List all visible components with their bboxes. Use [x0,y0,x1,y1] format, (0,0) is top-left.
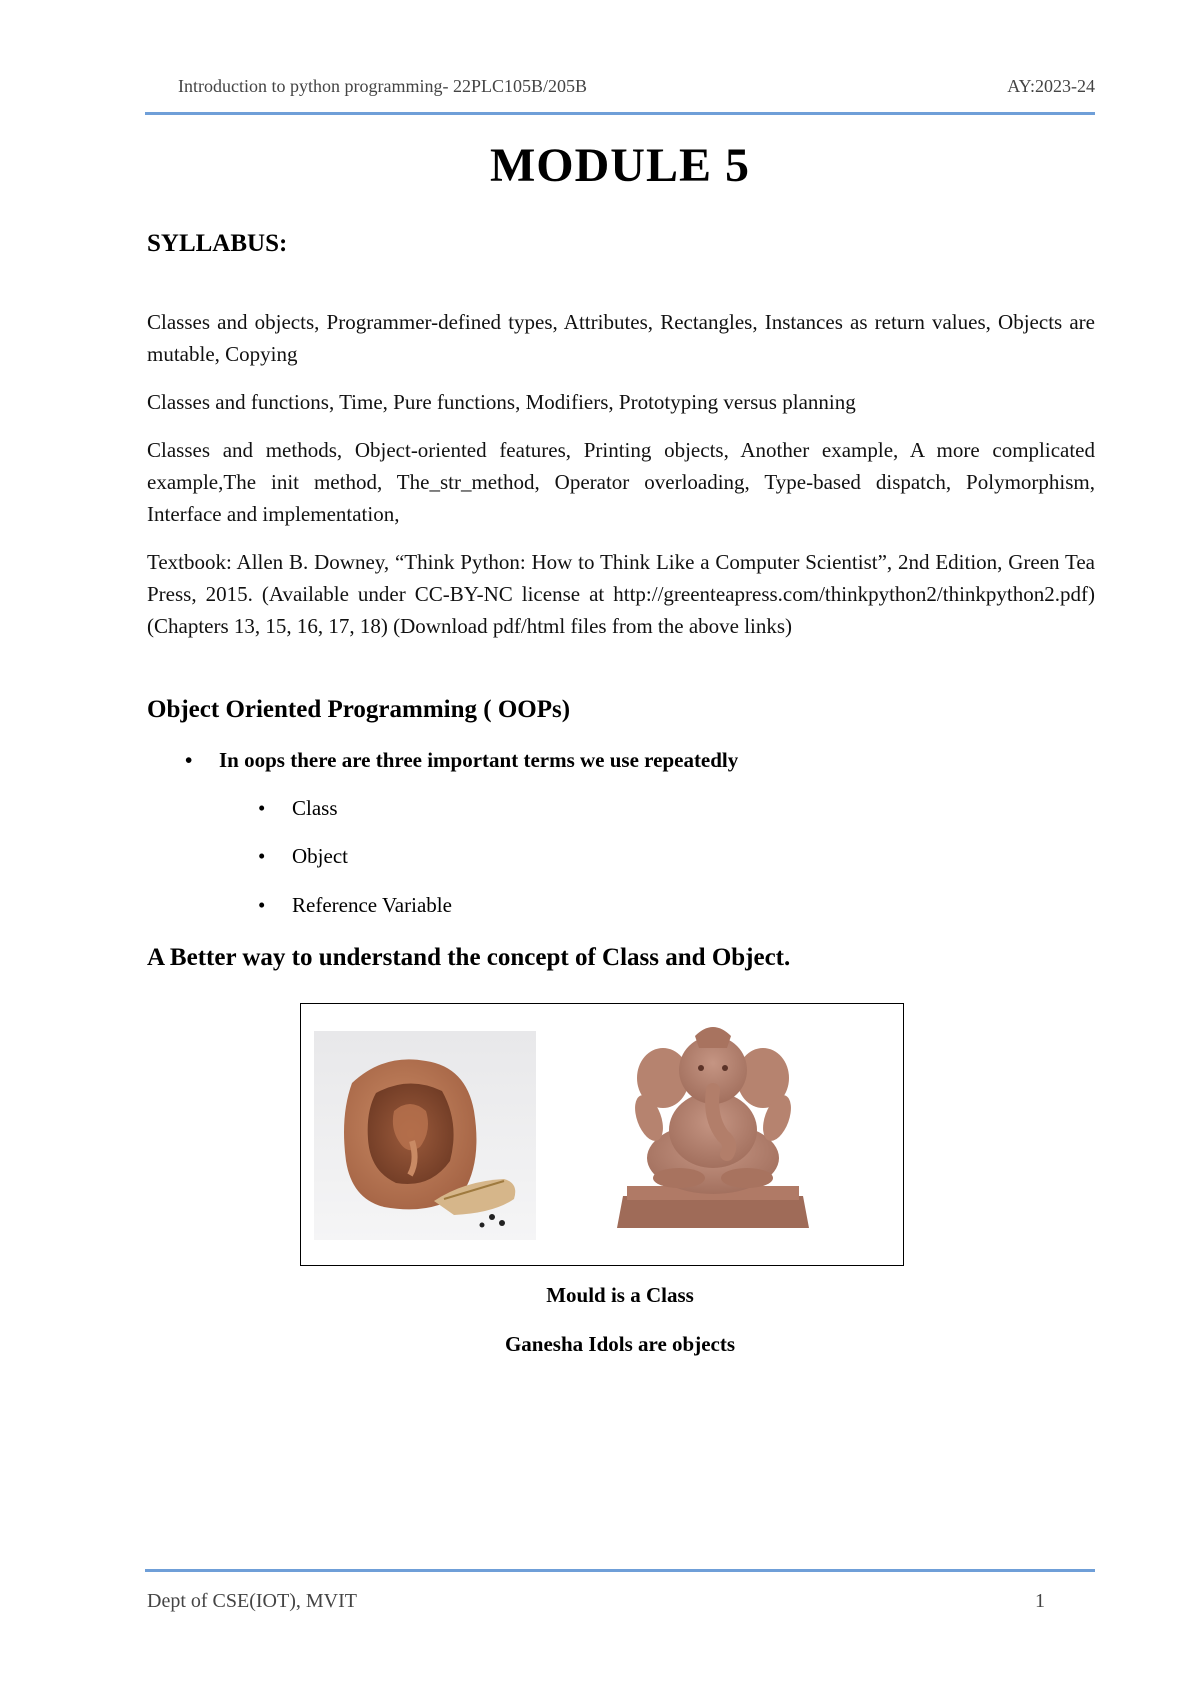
footer-divider [145,1569,1095,1572]
academic-year: AY:2023-24 [1007,76,1095,96]
page-header [145,72,1095,112]
ganesha-mould-photo [314,1031,536,1240]
bullet-icon: • [185,748,193,772]
page-title: MODULE 5 [490,139,750,192]
oop-term-text: Object [292,844,348,868]
page-number: 1 [1035,1590,1045,1612]
class-object-figure [300,1003,904,1266]
oop-term [258,893,452,918]
figure-caption-class: Mould is a Class [546,1283,694,1307]
oop-bullet [185,748,738,773]
footer-department: Dept of CSE(IOT), MVIT [147,1590,357,1612]
oop-term [258,796,338,821]
textbook-paragraph: Textbook: Allen B. Downey, “Think Python: How to Think Like a Computer Scientist”, 2nd Edition, Green Tea Press, 2015. (Available under CC-BY-NC license at http://greenteapress.com/thinkpython2/thinkpython2.pdf) (Chapters 13, 15, 16, 17, 18) (Download pdf/html files from the above links) [147,550,1095,638]
bullet-icon: • [258,796,266,820]
syllabus-paragraph: Classes and objects, Programmer-defined types, Attributes, Rectangles, Instances as return values, Objects are mutable, Copying [147,310,1095,366]
syllabus-paragraph: Classes and functions, Time, Pure functions, Modifiers, Prototyping versus planning [147,390,856,414]
oop-term-text: Class [292,796,338,820]
header-divider [145,112,1095,115]
bullet-icon: • [258,844,266,868]
course-title: Introduction to python programming- 22PLC105B/205B [178,76,587,96]
oop-bullet-text: In oops there are three important terms we use repeatedly [219,748,739,772]
bullet-icon: • [258,893,266,917]
oop-heading: Object Oriented Programming ( OOPs) [147,696,571,723]
oop-term [258,844,348,869]
class-object-heading: A Better way to understand the concept of Class and Object. [147,944,791,971]
oop-term-text: Reference Variable [292,893,452,917]
syllabus-heading: SYLLABUS: [147,230,288,257]
ganesha-idol-photo [613,1018,813,1238]
figure-caption-objects: Ganesha Idols are objects [504,1332,736,1356]
syllabus-paragraph: Classes and methods, Object-oriented features, Printing objects, Another example, A more complicated example,The init method, The_str_method, Operator overloading, Type-based dispatch, Polymorphism, Interface and implementation, [147,438,1095,526]
